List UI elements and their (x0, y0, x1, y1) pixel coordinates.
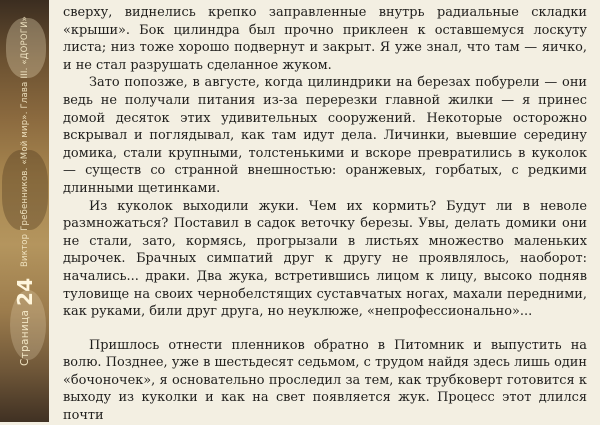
paragraph: Зато попозже, в августе, когда цилиндрики на березах побурели — они ведь не получали питания из-за перерезки главной жилки — я принес домой десяток этих удивительных сооружений. Некоторые осторожно вскрывал и поглядывал, как там идут дела. Личинки, выевшие середину домика, стали крупными, толстенькими и вскоре превратились в куколок — существ со странной внешностью: оранжевых, горбатых, с редкими длинными щетинками. (63, 75, 587, 196)
page-number: 24 (13, 277, 37, 306)
paragraph: сверху, виднелись крепко заправленные внутрь радиальные складки «крыши». Бок цилиндра был прочно приклеен к оставшемуся лоскуту листа; низ тоже хорошо подвернут и закрыт. Я уже знал, что там — яичко, и не стал разрушать сделанное жуком. (63, 5, 587, 73)
paragraph: Из куколок выходили жуки. Чем их кормить? Будут ли в неволе размножаться? Поставил в садок веточку березы. Увы, делать домики они не стали, зато, кормясь, прогрызали в листьях множество маленьких дырочек. Брачных симпатий друг к другу не проявлялось, наоборот: начались... драки. Два жука, встретившись лицом к лицу, высоко подняв туловище на своих чернобелстящих суставчатых ногах, махали передними, как руками, били друг друга, но неуклюже, «непрофессионально»... (63, 198, 587, 320)
book-credit: Виктор Гребенников. «Мой мир». Глава III. «ДОРОГИ» (20, 16, 30, 268)
sidebar-photo-strip (0, 0, 49, 422)
sidebar-caption (5, 16, 45, 416)
page-word: Страница (19, 309, 31, 366)
page-label (13, 273, 37, 366)
article-body (63, 4, 587, 425)
paragraph: Пришлось отнести пленников обратно в Питомник и выпустить на волю. Позднее, уже в шестьдесят седьмом, с трудом найдя здесь лишь один «бочоночек», я основательно проследил за тем, как трубковерт готовится к выходу из куколки и как на свет появляется жук. Процесс этот длился почти (63, 337, 587, 424)
